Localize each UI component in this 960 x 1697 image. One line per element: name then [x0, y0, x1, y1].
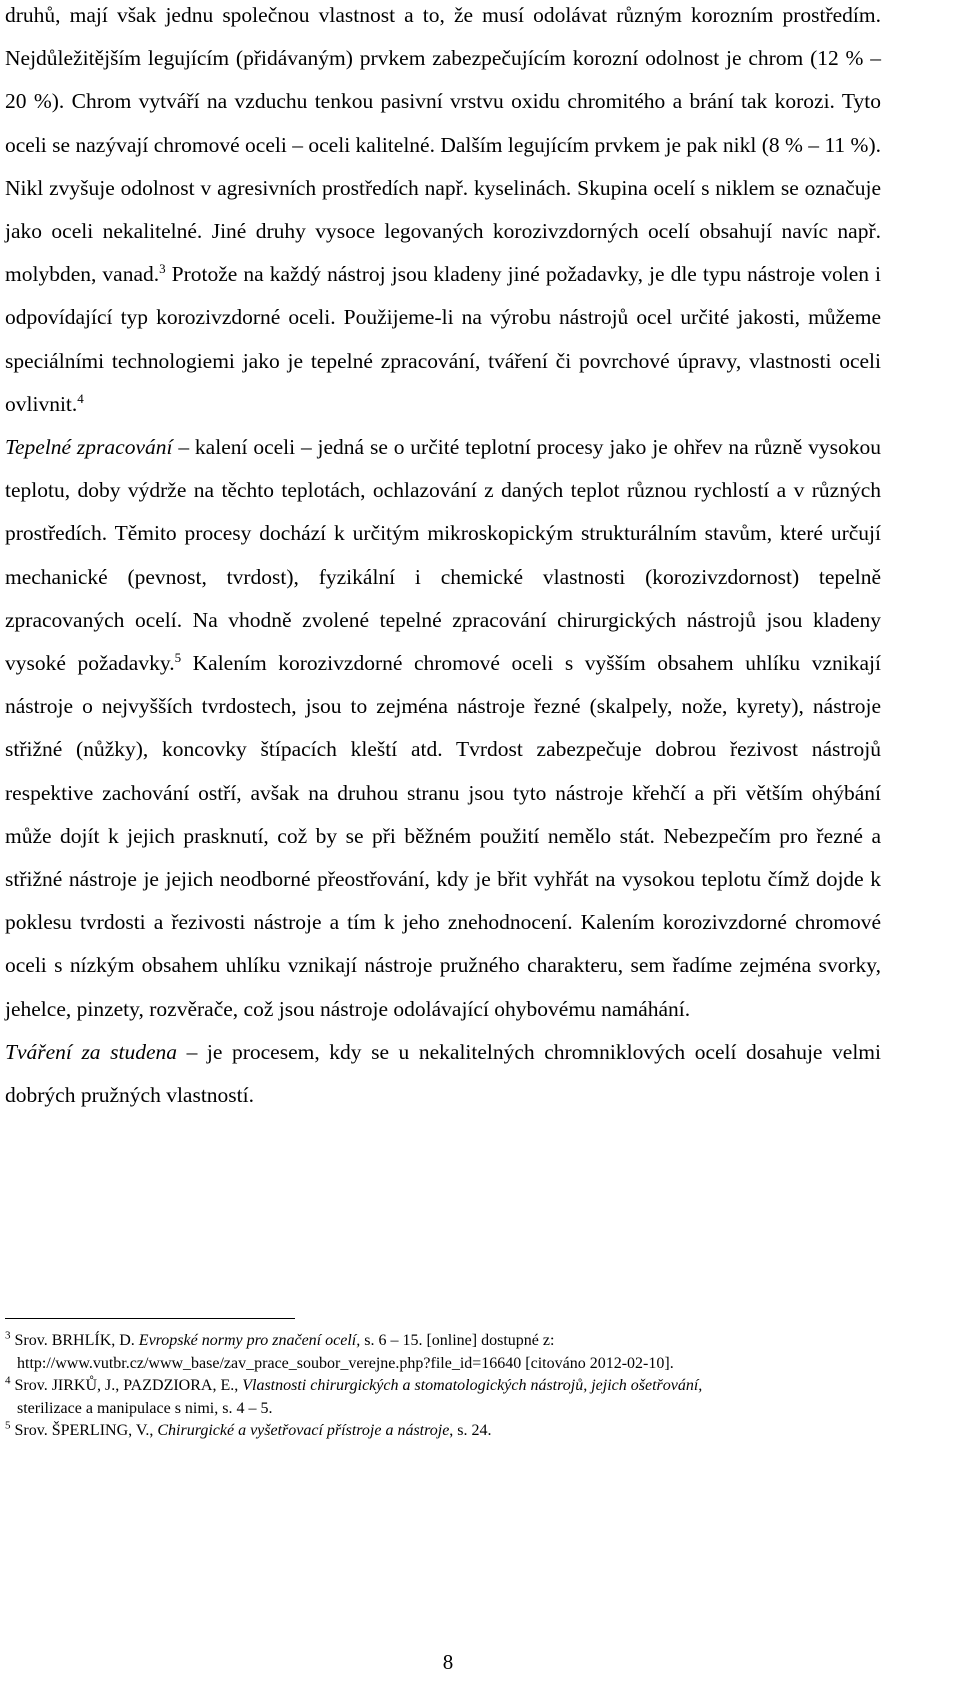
paragraph-text: – je procesem, kdy se u nekalitelných chromniklových ocelí dosahuje velmi dobrých pružných vlastností.: [5, 1039, 881, 1108]
footnote-ref[interactable]: 3: [159, 261, 166, 277]
footnote-5: [5, 1420, 881, 1443]
footnote-separator: [5, 1318, 295, 1319]
term-cold-forming: Tváření za studena: [5, 1039, 178, 1064]
footnote-text: Srov. ŠPERLING, V.,: [14, 1422, 158, 1439]
footnote-title: Chirurgické a vyšetřovací přístroje a nástroje: [157, 1422, 450, 1439]
term-heat-treatment: Tepelné zpracování: [5, 435, 173, 460]
footnote-link[interactable]: http://www.vutbr.cz/www_base/zav_prace_soubor_verejne.php?file_id=16640 [citováno 2012-02-10].: [17, 1354, 674, 1372]
footnote-text: Srov. JIRKŮ, J., PAZDZIORA, E.,: [14, 1377, 243, 1394]
footnote-4: [5, 1375, 881, 1420]
page-number: 8: [442, 1650, 454, 1674]
footnote-text: s. 6 – 15. [online] dostupné z:: [360, 1332, 555, 1349]
footnotes: [5, 1330, 881, 1443]
footnote-text: Srov. BRHLÍK, D.: [14, 1332, 139, 1349]
footnote-title: Evropské normy pro značení ocelí,: [138, 1332, 361, 1349]
footnote-text: , s. 24.: [449, 1422, 492, 1439]
paragraph-text: druhů, mají však jednu společnou vlastnost a to, že musí odolávat různým korozním prostředím. Nejdůležitějším legujícím (přidávaným) prvkem zabezpečujícím korozní odolnost je chrom (12 % – 20 %). Chrom vytváří na vzduchu tenkou pasivní vrstvu oxidu chromitého a brání tak korozi. Tyto oceli se nazývají chromové oceli – oceli kalitelné. Dalším legujícím prvkem je pak nikl (8 % – 11 %). Nikl zvyšuje odolnost v agresivních prostředích např. kyselinách. Skupina ocelí s niklem se označuje jako oceli nekalitelné. Jiné druhy vysoce legovaných korozivzdorných ocelí obsahují navíc např. molybden, vanad.: [5, 3, 881, 287]
paragraph-corrosion-resistance: [5, 0, 881, 426]
document-page: [5, 0, 881, 1697]
footnote-ref[interactable]: 5: [174, 649, 182, 665]
footnote-ref[interactable]: 4: [77, 390, 84, 406]
footnote-continuation: sterilizace a manipulace s nimi, s. 4 – 5.: [17, 1399, 273, 1417]
paragraph-cold-forming: [5, 1031, 881, 1117]
footnote-number: 4: [5, 1374, 11, 1387]
paragraph-text: – kalení oceli – jedná se o určité teplotní procesy jako je ohřev na různě vysokou teplotu, doby výdrže na těchto teplotách, ochlazování z daných teplot různou rychlostí a v různých prostředích. Těmito procesy dochází k určitým mikroskopickým strukturálním stavům, které určují mechanické (pevnost, tvrdost), fyzikální i chemické vlastnosti (korozivzdornost) tepelně zpracovaných ocelí. Na vhodně zvolené tepelné zpracování chirurgických nástrojů jsou kladeny vysoké požadavky.: [5, 435, 881, 676]
footnote-number: 5: [5, 1419, 11, 1432]
footnote-3: [5, 1330, 881, 1375]
paragraph-text: Protože na každý nástroj jsou kladeny jiné požadavky, je dle typu nástroje volen i odpovídající typ korozivzdorné oceli. Použijeme-li na výrobu nástrojů ocel určité jakosti, můžeme speciálními technologiemi jako je tepelné zpracování, tváření či povrchové úpravy, vlastnosti oceli ovlivnit.: [5, 262, 882, 416]
footnote-title: Vlastnosti chirurgických a stomatologických nástrojů, jejich ošetřování,: [242, 1377, 703, 1394]
body-text: [5, 0, 881, 1117]
footnote-number: 3: [5, 1329, 11, 1342]
paragraph-text: Kalením korozivzdorné chromové oceli s vyšším obsahem uhlíku vznikají nástroje o nejvyšších tvrdostech, jsou to zejména nástroje řezné (skalpely, nože, kyrety), nástroje střižné (nůžky), koncovky štípacích kleští atd. Tvrdost zabezpečuje dobrou řezivost nástrojů respektive zachování ostří, avšak na druhou stranu jsou tyto nástroje křehčí a při větším ohýbání může dojít k jejich prasknutí, což by se při běžném použití nemělo stát. Nebezpečím pro řezné a střižné nástroje je jejich neodborné přeostřování, kdy je břit vyhřát na vysokou teplotu čímž dojde k poklesu tvrdosti a řezivosti nástroje a tím k jeho znehodnocení. Kalením korozivzdorné chromové oceli s nízkým obsahem uhlíku vznikají nástroje pružného charakteru, sem řadíme zejména svorky, jehelce, pinzety, rozvěrače, což jsou nástroje odolávající ohybovému namáhání.: [5, 651, 881, 1021]
paragraph-heat-treatment: [5, 426, 881, 1031]
